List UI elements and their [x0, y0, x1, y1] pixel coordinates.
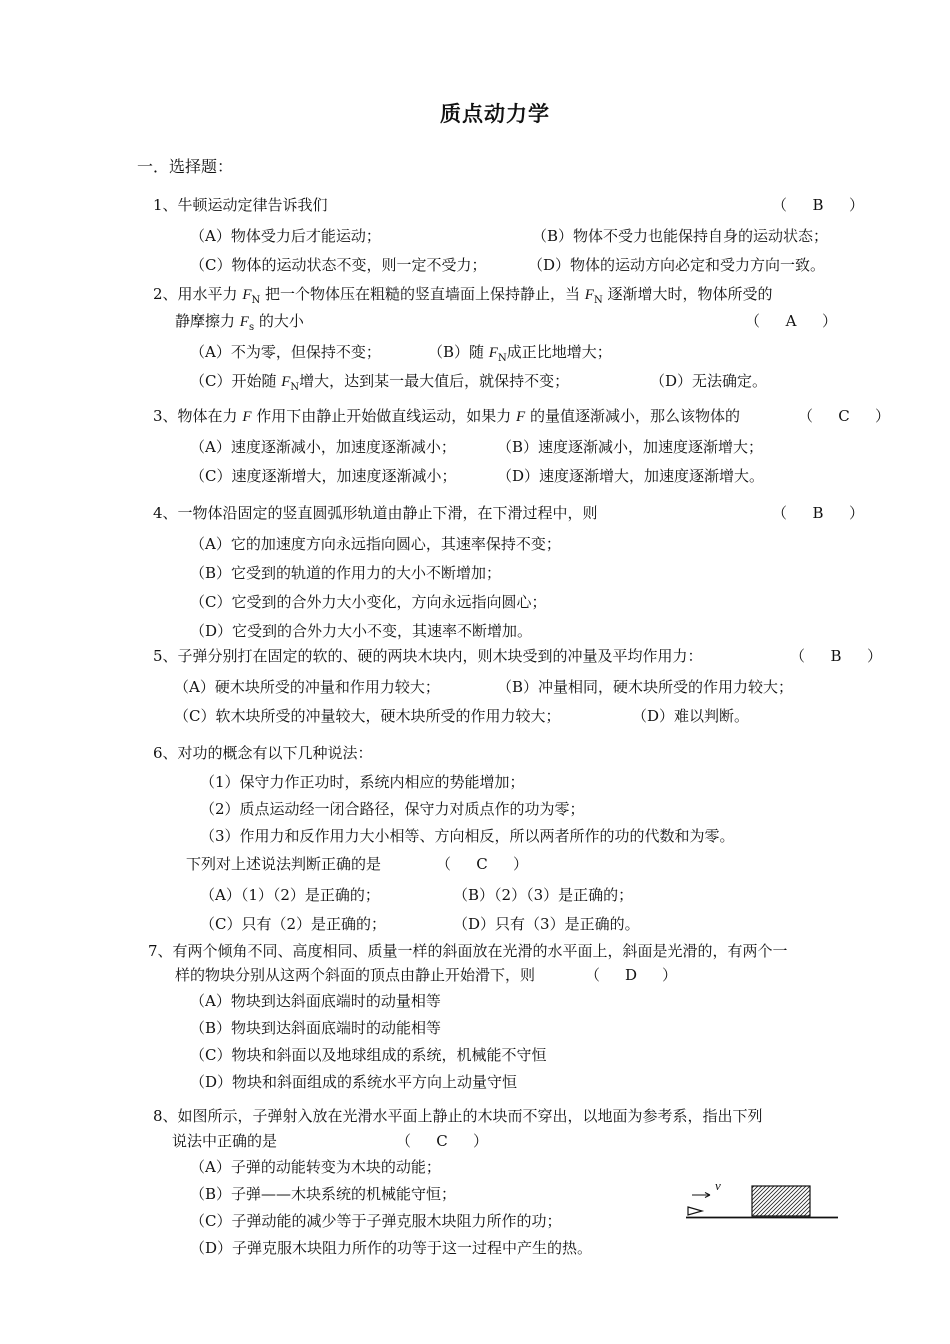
q7-option-b: （B）物块到达斜面底端时的动能相等	[190, 1019, 442, 1037]
q2-stem-line2: 静摩擦力 $F_s$ 的大小	[175, 312, 304, 333]
q4-option-d: （D）它受到的合外力大小不变，其速率不断增加。	[190, 622, 533, 640]
q1-option-c: （C）物体的运动状态不变，则一定不受力；	[190, 256, 487, 274]
q5-option-d: （D）难以判断。	[632, 707, 750, 725]
bullet-icon	[688, 1207, 702, 1215]
q4-option-a: （A）它的加速度方向永远指向圆心，其速率保持不变；	[190, 535, 561, 553]
q1-option-b: （B）物体不受力也能保持自身的运动状态；	[532, 227, 829, 245]
q1-option-d: （D）物体的运动方向必定和受力方向一致。	[528, 256, 826, 274]
q5-option-a: （A）硬木块所受的冲量和作用力较大；	[174, 678, 440, 696]
wood-block	[752, 1186, 810, 1216]
answer-value: B	[812, 196, 824, 214]
q4-stem: 4、一物体沿固定的竖直圆弧形轨道由静止下滑，在下滑过程中，则	[153, 504, 598, 522]
q1-option-a: （A）物体受力后才能运动；	[190, 227, 381, 245]
q8-option-c: （C）子弹动能的减少等于子弹克服木块阻力所作的功；	[190, 1212, 562, 1230]
q7-stem-line1: 7、有两个倾角不同、高度相同、质量一样的斜面放在光滑的水平面上，斜面是光滑的，有两个一	[148, 942, 788, 960]
q5-stem: 5、子弹分别打在固定的软的、硬的两块木块内，则木块受到的冲量及平均作用力：	[153, 647, 703, 665]
q8-option-a: （A）子弹的动能转变为木块的动能；	[190, 1158, 441, 1176]
q4-answer: （ B ）	[772, 504, 865, 522]
q7-option-c: （C）物块和斜面以及地球组成的系统，机械能不守恒	[190, 1046, 547, 1064]
q8-option-b: （B）子弹——木块系统的机械能守恒；	[190, 1185, 457, 1203]
answer-value: D	[625, 966, 638, 984]
q2-answer: （ A ）	[745, 312, 838, 330]
q6-judge: 下列对上述说法判断正确的是	[186, 855, 382, 873]
q2-option-d: （D）无法确定。	[650, 372, 768, 390]
velocity-label: v	[715, 1178, 721, 1193]
q2-option-a: （A）不为零，但保持不变；	[190, 343, 381, 361]
answer-value: B	[830, 647, 842, 665]
q6-statement-2: （2）质点运动经一闭合路径，保守力对质点作的功为零；	[200, 800, 585, 818]
q2-option-b: （B）随 $F_N$成正比地增大；	[428, 343, 612, 364]
answer-value: A	[785, 312, 797, 330]
page-title: 质点动力学	[440, 102, 550, 126]
q6-statement-3: （3）作用力和反作用力大小相等、方向相反，所以两者所作的功的代数和为零。	[200, 827, 735, 845]
q5-answer: （ B ）	[790, 647, 883, 665]
q8-option-d: （D）子弹克服木块阻力所作的功等于这一过程中产生的热。	[190, 1239, 593, 1257]
q3-stem: 3、物体在力 F 作用下由静止开始做直线运动，如果力 F 的量值逐渐减小，那么该物体的	[153, 407, 740, 425]
q3-answer: （ C ）	[798, 407, 891, 425]
q5-option-c: （C）软木块所受的冲量较大，硬木块所受的作用力较大；	[174, 707, 561, 725]
q8-answer: （ C ）	[396, 1132, 489, 1150]
q7-option-d: （D）物块和斜面组成的系统水平方向上动量守恒	[190, 1073, 518, 1091]
q3-option-b: （B）速度逐渐减小，加速度逐渐增大；	[497, 438, 764, 456]
answer-value: C	[436, 1132, 448, 1150]
q1-answer: （ B ）	[772, 196, 865, 214]
q8-stem-line1: 8、如图所示，子弹射入放在光滑水平面上静止的木块而不穿出，以地面为参考系，指出下列	[153, 1107, 763, 1125]
q4-option-c: （C）它受到的合外力大小变化，方向永远指向圆心；	[190, 593, 547, 611]
bullet-block-figure	[686, 1178, 840, 1228]
q1-stem: 1、牛顿运动定律告诉我们	[153, 196, 328, 214]
answer-value: C	[476, 855, 488, 873]
q6-option-b: （B）（2）（3）是正确的；	[453, 886, 634, 904]
q6-answer: （ C ）	[436, 855, 529, 873]
q8-stem-line2: 说法中正确的是	[172, 1132, 278, 1150]
q7-answer: （ D ）	[585, 966, 678, 984]
q2-option-c: （C）开始随 $F_N$增大，达到某一最大值后，就保持不变；	[190, 372, 570, 393]
q3-option-d: （D）速度逐渐增大，加速度逐渐增大。	[497, 467, 765, 485]
answer-value: C	[838, 407, 850, 425]
q3-option-c: （C）速度逐渐增大，加速度逐渐减小；	[190, 467, 457, 485]
q2-stem-line1: 2、用水平力 $F_N$ 把一个物体压在粗糙的竖直墙面上保持静止，当 $F_N$ 逐渐增大时，物体所受的	[153, 285, 773, 306]
q6-statement-1: （1）保守力作正功时，系统内相应的势能增加；	[200, 773, 525, 791]
q6-option-a: （A）（1）（2）是正确的；	[200, 886, 380, 904]
q3-option-a: （A）速度逐渐减小，加速度逐渐减小；	[190, 438, 456, 456]
q5-option-b: （B）冲量相同，硬木块所受的作用力较大；	[497, 678, 794, 696]
q7-option-a: （A）物块到达斜面底端时的动量相等	[190, 992, 441, 1010]
q6-option-d: （D）只有（3）是正确的。	[453, 915, 640, 933]
q4-option-b: （B）它受到的轨道的作用力的大小不断增加；	[190, 564, 502, 582]
q6-option-c: （C）只有（2）是正确的；	[200, 915, 387, 933]
section-heading: 一．选择题：	[137, 157, 234, 176]
answer-value: B	[812, 504, 824, 522]
q7-stem-line2: 样的物块分别从这两个斜面的顶点由静止开始滑下，则	[175, 966, 536, 984]
q6-stem: 6、对功的概念有以下几种说法：	[153, 744, 373, 762]
